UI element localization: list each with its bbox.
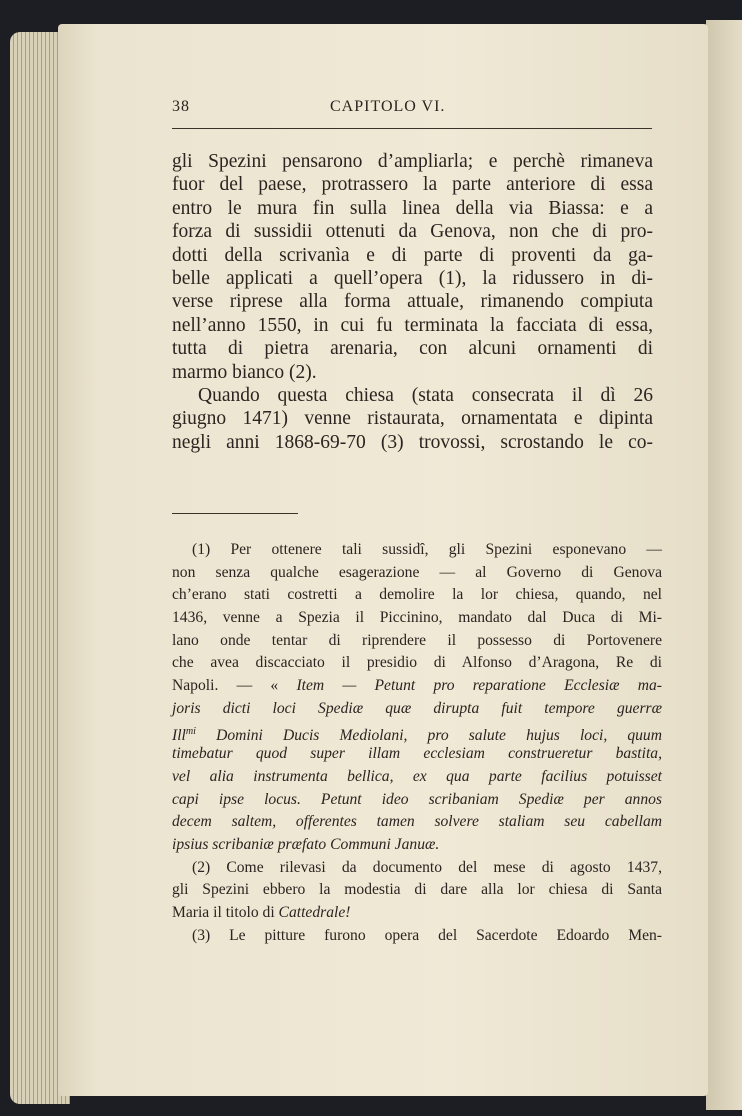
italic-text: Cattedrale! bbox=[278, 904, 351, 921]
running-title: CAPITOLO VI. bbox=[330, 98, 446, 115]
italic-text: Domini Ducis Mediolani, pro salute hujus loci, quum bbox=[195, 726, 662, 744]
italic-text: timebatur quod super illam ecclesiam construeretur bastita, bbox=[172, 745, 662, 763]
footnote-line bbox=[172, 766, 662, 789]
body-line: forza di sussidii ottenuti da Genova, non che di pro- bbox=[172, 221, 653, 243]
body-line: tutta di pietra arenaria, con alcuni ornamenti di bbox=[172, 338, 653, 360]
page-number: 38 bbox=[172, 98, 190, 115]
body-line: marmo bianco (2). bbox=[172, 361, 317, 383]
footnote-line bbox=[172, 652, 662, 675]
footnote-line bbox=[172, 721, 662, 744]
text: (3) Le pitture furono opera del Sacerdote Edoardo Men- bbox=[192, 926, 662, 944]
body-text bbox=[172, 150, 653, 454]
italic-text: ipsius scribaniæ præfato Communi Januæ. bbox=[172, 835, 440, 853]
footnote-line bbox=[172, 562, 662, 585]
text: 1436, venne a Spezia il Piccinino, mandato dal Duca di Mi- bbox=[172, 609, 662, 627]
footnote-line bbox=[172, 698, 662, 721]
footnote-line bbox=[172, 925, 662, 948]
text: ch’erano stati costretti a demolire la lor chiesa, quando, nel bbox=[172, 586, 662, 604]
facing-page-edge bbox=[706, 20, 742, 1110]
footnote-line bbox=[172, 834, 662, 857]
footnote-line bbox=[172, 607, 662, 630]
footnote-line bbox=[172, 811, 662, 834]
text: gli Spezini ebbero la modestia di dare alla lor chiesa di Santa bbox=[172, 881, 662, 899]
italic-text: Ill bbox=[172, 726, 186, 744]
footnote-line bbox=[172, 539, 662, 562]
text: Maria il titolo di bbox=[172, 904, 279, 921]
italic-text: Item — Petunt pro reparatione Ecclesiæ ma- bbox=[296, 677, 662, 695]
body-line: gli Spezini pensarono d’ampliarla; e perchè rimaneva bbox=[172, 151, 653, 172]
header-rule bbox=[172, 128, 652, 129]
body-line: dotti della scrivanìa e di parte di proventi da ga- bbox=[172, 244, 653, 266]
footnote-line bbox=[172, 857, 662, 880]
body-line: nell’anno 1550, in cui fu terminata la facciata di essa, bbox=[172, 314, 653, 336]
text: lano onde tentar di riprendere il possesso di Portovenere bbox=[172, 631, 662, 649]
footnote-line bbox=[172, 743, 662, 766]
footnote-line bbox=[172, 879, 662, 902]
footnote-line bbox=[172, 630, 662, 653]
body-line: verse riprese alla forma attuale, rimanendo compiuta bbox=[172, 291, 653, 313]
italic-text: vel alia instrumenta bellica, ex qua parte facilius potuisset bbox=[172, 767, 662, 785]
italic-text: decem saltem, offerentes tamen solvere staliam seu cabellam bbox=[172, 813, 662, 831]
footnote-separator bbox=[172, 513, 298, 514]
body-line: entro le mura fin sulla linea della via Biassa: e a bbox=[172, 197, 653, 219]
body-line: negli anni 1868-69-70 (3) trovossi, scrostando le co- bbox=[172, 431, 653, 453]
text: che avea discacciato il presidio di Alfonso d’Aragona, Re di bbox=[172, 654, 662, 672]
text: (2) Come rilevasi da documento del mese di agosto 1437, bbox=[192, 858, 662, 876]
text: non senza qualche esagerazione — al Governo di Genova bbox=[172, 563, 662, 581]
body-line: belle applicati a quell’opera (1), la ridussero in di- bbox=[172, 267, 653, 289]
italic-text: mi bbox=[185, 725, 196, 737]
text: (1) Per ottenere tali sussidî, gli Spezini esponevano — bbox=[192, 541, 662, 558]
footnote-line bbox=[172, 789, 662, 812]
body-line: fuor del paese, protrassero la parte anteriore di essa bbox=[172, 174, 653, 196]
italic-text: joris dicti loci Spediæ quæ dirupta fuit tempore guerræ bbox=[172, 699, 662, 717]
footnotes bbox=[172, 539, 662, 947]
footnote-line bbox=[172, 584, 662, 607]
body-line: giugno 1471) venne ristaurata, ornamentata e dipinta bbox=[172, 408, 653, 430]
body-line: Quando questa chiesa (stata consecrata il dì 26 bbox=[198, 384, 653, 406]
footnote-line bbox=[172, 902, 662, 925]
footnote-line bbox=[172, 675, 662, 698]
italic-text: capi ipse locus. Petunt ideo scribaniam Spediæ per annos bbox=[172, 790, 662, 808]
text: Napoli. — « bbox=[172, 677, 297, 695]
